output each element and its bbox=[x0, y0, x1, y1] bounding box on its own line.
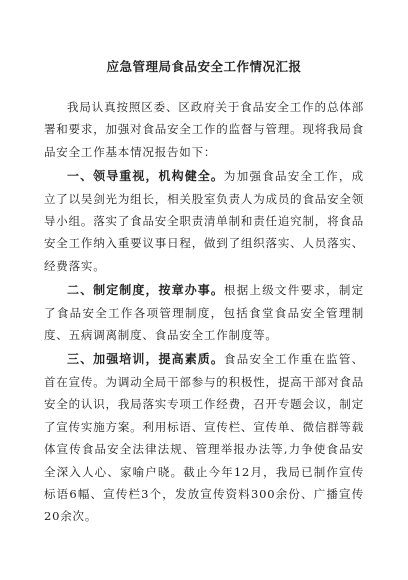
section-1-heading: 一、领导重视，机构健全。 bbox=[67, 169, 224, 184]
section-2-paragraph bbox=[44, 279, 364, 346]
section-2-body: 根据上级文件要求，制定了食品安全工作各项管理制度，包括食堂食品安全管理制度、五病调离制度、食品安全工作制度等。 bbox=[44, 283, 364, 343]
document-title: 应急管理局食品安全工作情况汇报 bbox=[106, 59, 302, 74]
section-2-heading: 二、制定制度，按章办事。 bbox=[67, 283, 224, 298]
section-3-heading: 三、加强培训，提高素质。 bbox=[67, 352, 224, 367]
section-3-body: 食品安全工作重在监管、首在宣传。为调动全局干部参与的积极性，提高干部对食品安全的认识，我局落实专项工作经费，召开专题会议，制定了宣传实施方案。利用标语、宣传栏、宣传单、微信群等载体宣传食品安全法律法规、管理举报办法等,力争使食品安全深入人心、家喻户晓。截止今年12月，我局已制作宣传标语6幅、宣传栏3个，发放宣传资料300余份、广播宣传20余次。 bbox=[44, 352, 364, 524]
section-1-paragraph bbox=[44, 165, 364, 277]
section-1-body: 为加强食品安全工作，成立了以吴剑光为组长，相关股室负责人为成员的食品安全领导小组。落实了食品安全职责清单制和责任追究制，将食品安全工作纳入重要议事日程，做到了组织落实、人员落实、经费落实。 bbox=[44, 169, 364, 273]
intro-paragraph: 我局认真按照区委、区政府关于食品安全工作的总体部署和要求，加强对食品安全工作的监督与管理。现将我局食品安全工作基本情况报告如下： bbox=[44, 100, 364, 159]
section-3-paragraph bbox=[44, 348, 364, 527]
